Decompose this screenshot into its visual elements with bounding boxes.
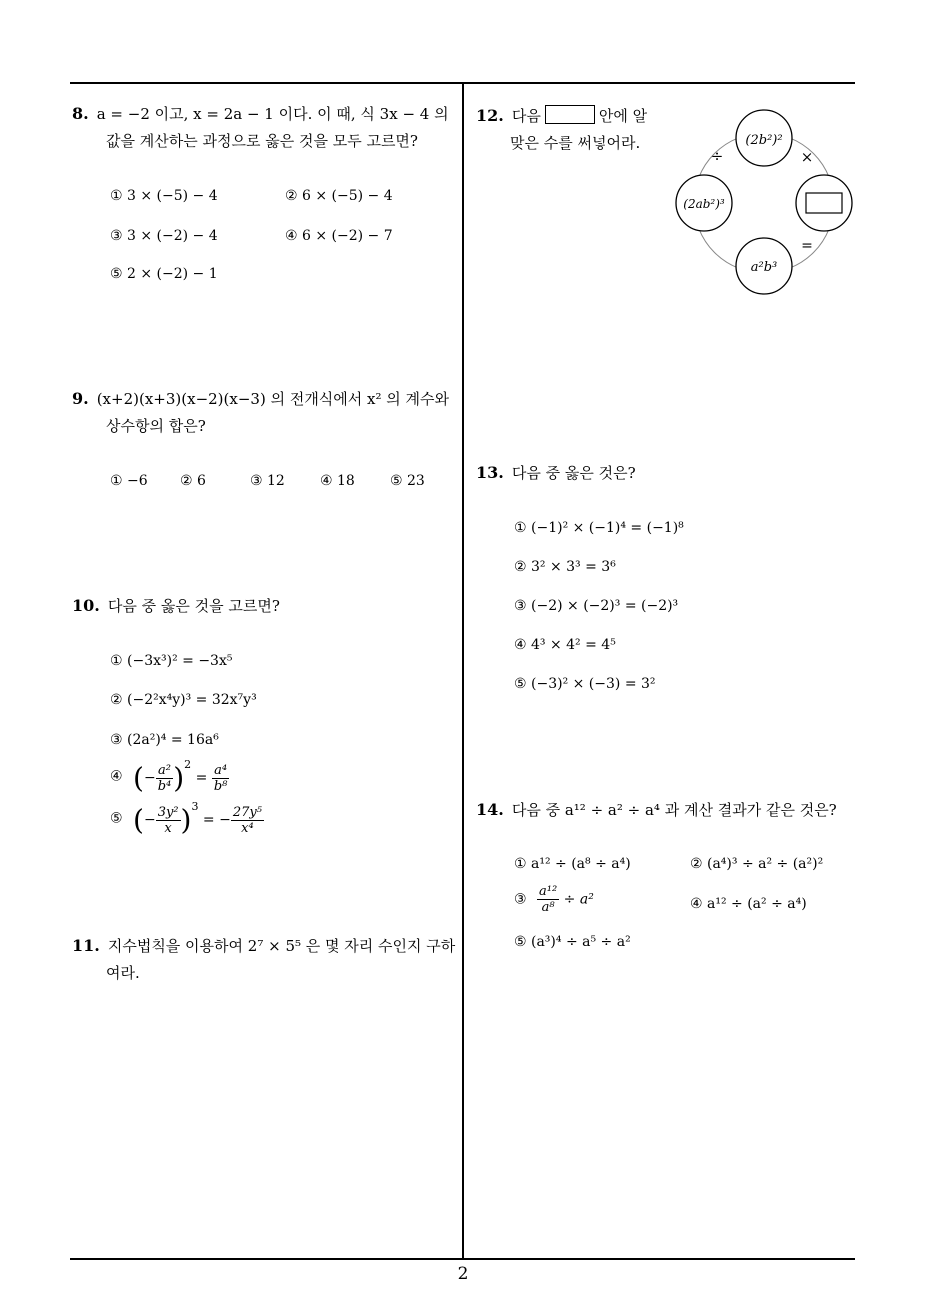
- q8-option-5[interactable]: ⑤ 2 × (−2) − 1: [110, 266, 218, 282]
- q14-option-4[interactable]: ④ a¹² ÷ (a² ÷ a⁴): [690, 896, 807, 912]
- node-right-blank[interactable]: [806, 193, 842, 213]
- q13-option-3[interactable]: ③ (−2) × (−2)³ = (−2)³: [514, 598, 679, 614]
- question-number: 10.: [72, 596, 100, 615]
- question-8: [72, 100, 457, 155]
- q10-option-4[interactable]: [110, 758, 229, 795]
- question-text: (x+2)(x+3)(x−2)(x−3) 의 전개식에서 x² 의 계수와: [96, 390, 450, 408]
- option-marker: ③: [514, 891, 527, 908]
- multiply-operator: ×: [800, 148, 814, 166]
- question-14: [476, 796, 856, 824]
- q9-option-2[interactable]: ② 6: [180, 473, 206, 489]
- answer-blank[interactable]: [545, 105, 595, 124]
- equals-operator: =: [801, 238, 813, 254]
- q14-option-3[interactable]: [514, 884, 594, 915]
- q9-option-4[interactable]: ④ 18: [320, 473, 355, 489]
- q9-option-5[interactable]: ⑤ 23: [390, 473, 425, 489]
- option-marker: ⑤: [110, 810, 123, 827]
- question-9: [72, 385, 457, 440]
- q13-option-4[interactable]: ④ 4³ × 4² = 4⁵: [514, 637, 616, 653]
- question-text: 여라.: [106, 964, 140, 982]
- question-text: 안에 알: [598, 107, 648, 125]
- q10-option-2[interactable]: ② (−2²x⁴y)³ = 32x⁷y³: [110, 692, 257, 708]
- page-number: 2: [457, 1264, 469, 1284]
- question-text: 값을 계산하는 과정으로 옳은 것을 모두 고르면?: [106, 132, 418, 150]
- option-formula: (− $\frac{\text{a²}}{\text{b⁴}}$ )$^2$ = $\frac{\text{a⁴}}{\text{b⁸}}$: [133, 758, 228, 795]
- question-text: 다음 중 옳은 것을 고르면?: [107, 597, 280, 615]
- question-number: 12.: [476, 106, 504, 125]
- question-text: 맞은 수를 써넣어라.: [510, 134, 641, 152]
- q9-option-1[interactable]: ① −6: [110, 473, 148, 489]
- q10-option-5[interactable]: [110, 800, 264, 837]
- q13-option-5[interactable]: ⑤ (−3)² × (−3) = 3²: [514, 676, 656, 692]
- question-text: 지수법칙을 이용하여 2⁷ × 5⁵ 은 몇 자리 수인지 구하: [107, 937, 456, 955]
- bottom-rule: [70, 1258, 855, 1260]
- q13-option-1[interactable]: ① (−1)² × (−1)⁴ = (−1)⁸: [514, 520, 684, 536]
- q12-cycle-diagram: [668, 106, 868, 306]
- question-text: 다음: [511, 107, 541, 125]
- question-text: 다음 중 옳은 것은?: [511, 464, 636, 482]
- question-10: [72, 592, 457, 620]
- q14-option-5[interactable]: ⑤ (a³)⁴ ÷ a⁵ ÷ a²: [514, 934, 631, 950]
- question-11: [72, 932, 457, 987]
- question-12: [476, 102, 676, 157]
- q10-option-3[interactable]: ③ (2a²)⁴ = 16a⁶: [110, 732, 219, 748]
- question-text: 다음 중 a¹² ÷ a² ÷ a⁴ 과 계산 결과가 같은 것은?: [511, 801, 837, 819]
- q14-option-1[interactable]: ① a¹² ÷ (a⁸ ÷ a⁴): [514, 856, 631, 872]
- option-formula: (− $\frac{\text{3y²}}{x}$ )$^3$ = − $\frac{\text{27y⁵}}{\text{x⁴}}$: [133, 800, 262, 837]
- divide-operator: ÷: [710, 147, 724, 165]
- node-top-label: (2b²)²: [745, 133, 783, 148]
- question-number: 13.: [476, 463, 504, 482]
- q13-option-2[interactable]: ② 3² × 3³ = 3⁶: [514, 559, 616, 575]
- question-number: 14.: [476, 800, 504, 819]
- question-13: [476, 459, 856, 487]
- question-number: 11.: [72, 936, 100, 955]
- node-left-label: (2ab²)³: [683, 197, 725, 211]
- node-bottom-label: a²b³: [750, 260, 778, 275]
- question-text: 상수항의 합은?: [106, 417, 206, 435]
- q8-option-1[interactable]: ① 3 × (−5) − 4: [110, 188, 218, 204]
- q8-option-2[interactable]: ② 6 × (−5) − 4: [285, 188, 393, 204]
- option-formula: $\frac{\text{a¹²}}{\text{a⁸}}$ ÷ a²: [539, 884, 594, 915]
- option-marker: ④: [110, 768, 123, 785]
- question-number: 8.: [72, 104, 89, 123]
- column-divider: [462, 82, 464, 1259]
- question-text: a = −2 이고, x = 2a − 1 이다. 이 때, 식 3x − 4 의: [96, 105, 449, 123]
- q14-option-2[interactable]: ② (a⁴)³ ÷ a² ÷ (a²)²: [690, 856, 824, 872]
- question-number: 9.: [72, 389, 89, 408]
- q8-option-3[interactable]: ③ 3 × (−2) − 4: [110, 228, 218, 244]
- q10-option-1[interactable]: ① (−3x³)² = −3x⁵: [110, 653, 233, 669]
- q8-option-4[interactable]: ④ 6 × (−2) − 7: [285, 228, 393, 244]
- q9-option-3[interactable]: ③ 12: [250, 473, 285, 489]
